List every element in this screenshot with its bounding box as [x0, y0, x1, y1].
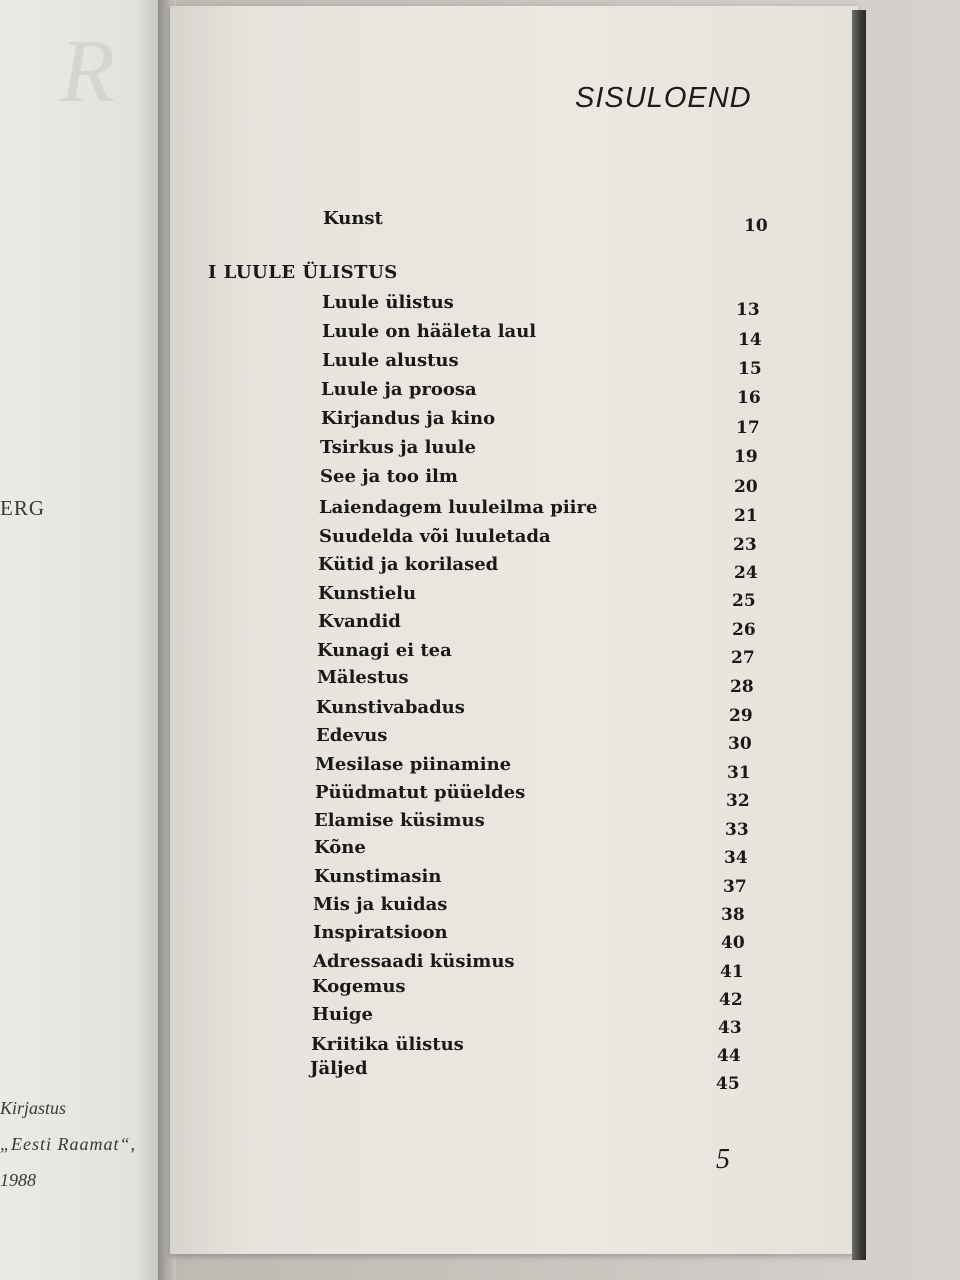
toc-entry-title: Mälestus — [317, 667, 409, 688]
bleed-through-mark: R — [60, 22, 115, 121]
toc-entry-title: Luule ülistus — [322, 292, 454, 313]
toc-entry-page: 15 — [738, 359, 762, 379]
toc-entry-page: 33 — [725, 820, 749, 840]
toc-entry-page: 28 — [730, 677, 754, 697]
toc-entry-page: 41 — [720, 962, 744, 982]
left-page-fragment: ERG — [0, 496, 45, 520]
toc-entry-title: Luule on hääleta laul — [322, 321, 537, 342]
toc-entry-page: 17 — [736, 418, 760, 438]
toc-entry-title: Kunagi ei tea — [317, 640, 452, 661]
toc-entry-title: Kunstimasin — [314, 866, 442, 887]
toc-entry-page: 44 — [717, 1046, 741, 1066]
toc-entry-page: 31 — [727, 763, 751, 783]
toc-entry-title: Jäljed — [310, 1058, 368, 1079]
left-page — [0, 0, 160, 1280]
toc-entry-title: Kriitika ülistus — [311, 1034, 464, 1055]
toc-entry-page: 27 — [731, 648, 755, 668]
toc-entry-title: Mesilase piinamine — [315, 754, 512, 775]
publisher-line: 1988 — [0, 1170, 36, 1190]
toc-entry-page: 40 — [721, 933, 745, 953]
toc-entry-page: 45 — [716, 1074, 740, 1094]
publisher-line: „Eesti Raamat“, — [0, 1134, 137, 1154]
toc-entry-page: 29 — [729, 706, 753, 726]
toc-entry-title: Kirjandus ja kino — [321, 408, 496, 429]
contents-heading: SISULOEND — [575, 82, 752, 114]
toc-entry-title: Huige — [312, 1004, 373, 1025]
toc-entry-title: Laiendagem luuleilma piire — [319, 497, 598, 518]
toc-entry-title: Kõne — [314, 837, 366, 858]
toc-entry-title: Tsirkus ja luule — [320, 437, 476, 458]
toc-entry-title: Kogemus — [312, 976, 406, 997]
toc-entry-title: Luule alustus — [322, 350, 459, 371]
toc-entry-page: 19 — [734, 447, 758, 467]
toc-entry-page: 10 — [744, 216, 768, 236]
toc-entry-page: 32 — [726, 791, 750, 811]
toc-entry-title: Kütid ja korilased — [318, 554, 499, 575]
toc-entry-page: 23 — [733, 535, 757, 555]
toc-entry-title: Kunstivabadus — [316, 697, 465, 718]
toc-entry-page: 21 — [734, 506, 758, 526]
toc-entry-page: 26 — [732, 620, 756, 640]
toc-entry-title: See ja too ilm — [320, 466, 458, 487]
toc-entry-title: Kunst — [323, 208, 383, 229]
toc-entry-page: 20 — [734, 477, 758, 497]
toc-entry-page: 13 — [736, 300, 760, 320]
toc-entry-page: 24 — [734, 563, 758, 583]
toc-entry-title: Inspiratsioon — [313, 922, 448, 943]
toc-entry-page: 16 — [737, 388, 761, 408]
section-title: I LUULE ÜLISTUS — [208, 262, 398, 283]
toc-entry-title: Kvandid — [318, 611, 401, 632]
toc-entry-title: Adressaadi küsimus — [313, 951, 515, 972]
toc-entry-title: Suudelda või luuletada — [319, 526, 551, 547]
toc-entry-title: Kunstielu — [318, 583, 417, 604]
toc-entry-page: 25 — [732, 591, 756, 611]
toc-entry-page: 14 — [738, 330, 762, 350]
toc-entry-page: 38 — [721, 905, 745, 925]
publisher-line: Kirjastus — [0, 1098, 67, 1118]
toc-entry-page: 43 — [718, 1018, 742, 1038]
toc-entry-title: Püüdmatut püüeldes — [315, 782, 526, 803]
toc-entry-page: 42 — [719, 990, 743, 1010]
toc-entry-title: Edevus — [316, 725, 388, 746]
toc-entry-title: Elamise küsimus — [314, 810, 485, 831]
toc-entry-page: 30 — [728, 734, 752, 754]
book-cover-edge — [852, 10, 866, 1260]
toc-entry-page: 34 — [724, 848, 748, 868]
toc-entry-title: Luule ja proosa — [321, 379, 477, 400]
toc-entry-title: Mis ja kuidas — [313, 894, 448, 915]
toc-entry-page: 37 — [723, 877, 747, 897]
page-number: 5 — [716, 1144, 730, 1175]
